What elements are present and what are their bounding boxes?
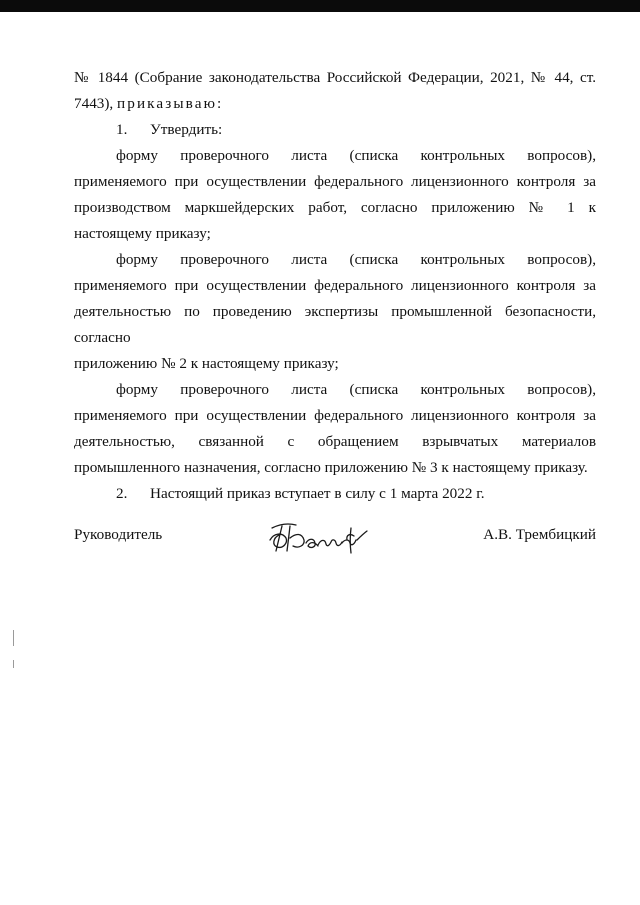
preamble-text: № 1844 (Собрание законодательства Российской Федерации, 2021, № 44, ст. 7443), xyxy=(74,69,596,112)
scan-edge-mark xyxy=(13,660,14,668)
item-text: Настоящий приказ вступает в силу с 1 марта 2022 г. xyxy=(150,485,485,502)
item-number: 2. xyxy=(116,485,128,502)
approved-form-paragraph-2-part-1 xyxy=(74,247,596,351)
order-preamble-paragraph xyxy=(74,65,596,117)
scan-top-bar xyxy=(0,0,640,12)
signature-block xyxy=(74,516,596,560)
item-number: 1. xyxy=(116,121,128,138)
document-body xyxy=(74,65,596,507)
scan-edge-mark xyxy=(13,630,14,646)
approved-form-paragraph-3: форму проверочного листа (списка контрольных вопросов), применяемого при осуществлении федерального лицензионного контроля за деятельностью, связанной с обращением взрывчатых материалов промышленного назначения, согласно приложению № 3 к настоящему приказу. xyxy=(74,381,596,476)
signer-name: А.В. Трембицкий xyxy=(483,526,596,543)
numbered-item-1 xyxy=(74,117,596,143)
order-keyword: приказываю: xyxy=(117,95,224,112)
handwritten-signature xyxy=(266,516,370,556)
paragraph-2-text-a: форму проверочного листа (списка контрольных вопросов), применяемого при осуществлении федерального лицензионного контроля за деятельностью xyxy=(74,251,596,320)
numbered-item-2 xyxy=(74,481,596,507)
paragraph-2-text-b: по проведению экспертизы промышленной безопасности, согласно xyxy=(74,303,596,346)
signer-title: Руководитель xyxy=(74,526,163,543)
approved-form-paragraph-2-part-2: приложению № 2 к настоящему приказу; xyxy=(74,355,339,372)
item-text: Утвердить: xyxy=(150,121,223,138)
approved-form-paragraph-1: форму проверочного листа (списка контрольных вопросов), применяемого при осуществлении федерального лицензионного контроля за производством маркшейдерских работ, согласно приложению № 1 к настоящему приказу; xyxy=(74,147,596,242)
